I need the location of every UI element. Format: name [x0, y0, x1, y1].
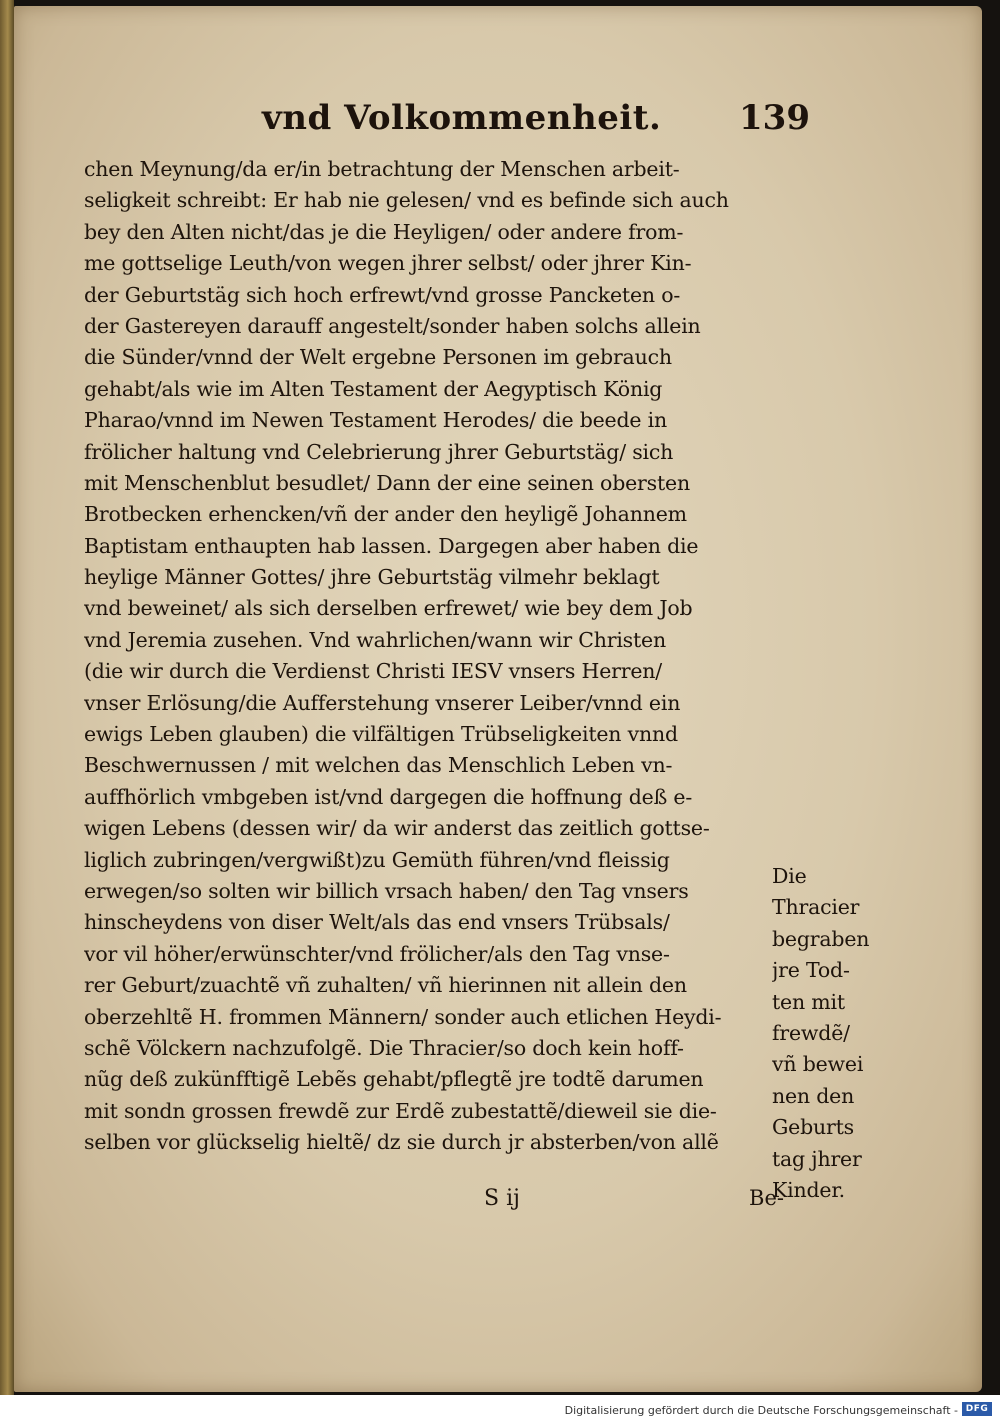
page-header	[250, 98, 810, 148]
text-line: oberzehltẽ H. frommen Männern/ sonder auch etlichen Heydi-	[84, 1004, 722, 1029]
text-line: der Geburtstäg sich hoch erfrewt/vnd grosse Pancketen o-	[84, 282, 681, 307]
text-line: ewigs Leben glauben) die vilfältigen Trübseligkeiten vnnd	[84, 722, 678, 747]
text-line: mit Menschenblut besudlet/ Dann der eine seinen obersten	[84, 470, 690, 495]
margin-note	[772, 861, 892, 1206]
page-footer	[84, 1186, 784, 1222]
text-line: Beschwernussen / mit welchen das Menschlich Leben vn-	[84, 753, 673, 778]
text-line: hinscheydens von diser Welt/als das end vnsers Trübsals/	[84, 910, 670, 935]
text-line: nũg deß zukünfftigẽ Lebẽs gehabt/pflegtẽ jre todtẽ darumen	[84, 1067, 704, 1092]
text-line: mit sondn grossen frewdẽ zur Erdẽ zubestattẽ/dieweil sie die-	[84, 1098, 717, 1123]
margin-note-line: Die	[772, 864, 807, 888]
text-line: die Sünder/vnnd der Welt ergebne Personen im gebrauch	[84, 345, 672, 370]
margin-note-line: Geburts	[772, 1115, 854, 1140]
text-line: der Gastereyen darauff angestelt/sonder haben solchs allein	[84, 313, 701, 338]
text-line: vnd beweinet/ als sich derselben erfrewet/ wie bey dem Job	[84, 596, 693, 621]
text-line: erwegen/so solten wir billich vrsach haben/ den Tag vnsers	[84, 878, 689, 903]
text-line: liglich zubringen/vergwißt)zu Gemüth führen/vnd fleissig	[84, 847, 670, 872]
dfg-logo-icon: DFG	[962, 1402, 992, 1416]
credit-text: Digitalisierung gefördert durch die Deutsche Forschungsgemeinschaft -	[564, 1404, 958, 1417]
text-line: Baptistam enthaupten hab lassen. Dargegen aber haben die	[84, 533, 699, 558]
signature-mark: S ij	[484, 1186, 520, 1211]
text-line: selben vor glückselig hieltẽ/ dz sie durch jr absterben/von allẽ	[84, 1130, 719, 1155]
text-line: (die wir durch die Verdienst Christi IESV vnsers Herren/	[84, 659, 662, 684]
margin-note-line: nen den	[772, 1083, 855, 1108]
text-line: Brotbecken erhencken/vñ der ander den heyligẽ Johannem	[84, 502, 687, 527]
text-line: vor vil höher/erwünschter/vnd frölicher/als den Tag vnse-	[84, 941, 670, 966]
catchword: Be-	[749, 1186, 784, 1210]
text-line: me gottselige Leuth/von wegen jhrer selbst/ oder jhrer Kin-	[84, 251, 692, 276]
page-number: 139	[739, 98, 810, 138]
main-text-block	[84, 154, 784, 1159]
text-line: schẽ Völckern nachzufolgẽ. Die Thracier/so doch kein hoff-	[84, 1035, 684, 1060]
book-cover-edge	[0, 0, 14, 1395]
text-line: chen Meynung/da er/in betrachtung der Menschen arbeit-	[84, 157, 680, 181]
text-line: Pharao/vnnd im Newen Testament Herodes/ die beede in	[84, 408, 668, 433]
margin-note-line: vñ bewei	[772, 1052, 864, 1077]
text-line: frölicher haltung vnd Celebrierung jhrer Geburtstäg/ sich	[84, 439, 674, 464]
margin-note-line: Kinder.	[772, 1177, 845, 1202]
text-line: vnser Erlösung/die Aufferstehung vnserer Leiber/vnnd ein	[84, 690, 681, 715]
margin-note-line: jre Tod-	[772, 958, 850, 983]
margin-note-line: ten mit	[772, 989, 845, 1014]
text-line: wigen Lebens (dessen wir/ da wir anderst das zeitlich gottse-	[84, 816, 710, 841]
text-line: auffhörlich vmbgeben ist/vnd dargegen die hoffnung deß e-	[84, 784, 693, 809]
text-line: seligkeit schreibt: Er hab nie gelesen/ vnd es befinde sich auch	[84, 188, 729, 213]
margin-note-line: Thracier	[772, 895, 860, 920]
book-page	[14, 6, 982, 1392]
text-line: gehabt/als wie im Alten Testament der Aegyptisch König	[84, 376, 663, 401]
credit-bar	[0, 1395, 1000, 1423]
margin-note-line: frewdẽ/	[772, 1020, 850, 1045]
text-line: vnd Jeremia zusehen. Vnd wahrlichen/wann wir Christen	[84, 627, 666, 652]
margin-note-line: tag jhrer	[772, 1146, 862, 1171]
text-line: rer Geburt/zuachtẽ vñ zuhalten/ vñ hierinnen nit allein den	[84, 973, 687, 998]
margin-note-line: begraben	[772, 926, 870, 951]
running-title: vnd Volkommenheit.	[262, 98, 662, 138]
text-line: heylige Männer Gottes/ jhre Geburtstäg vilmehr beklagt	[84, 565, 660, 590]
text-line: bey den Alten nicht/das je die Heyligen/ oder andere from-	[84, 219, 684, 244]
